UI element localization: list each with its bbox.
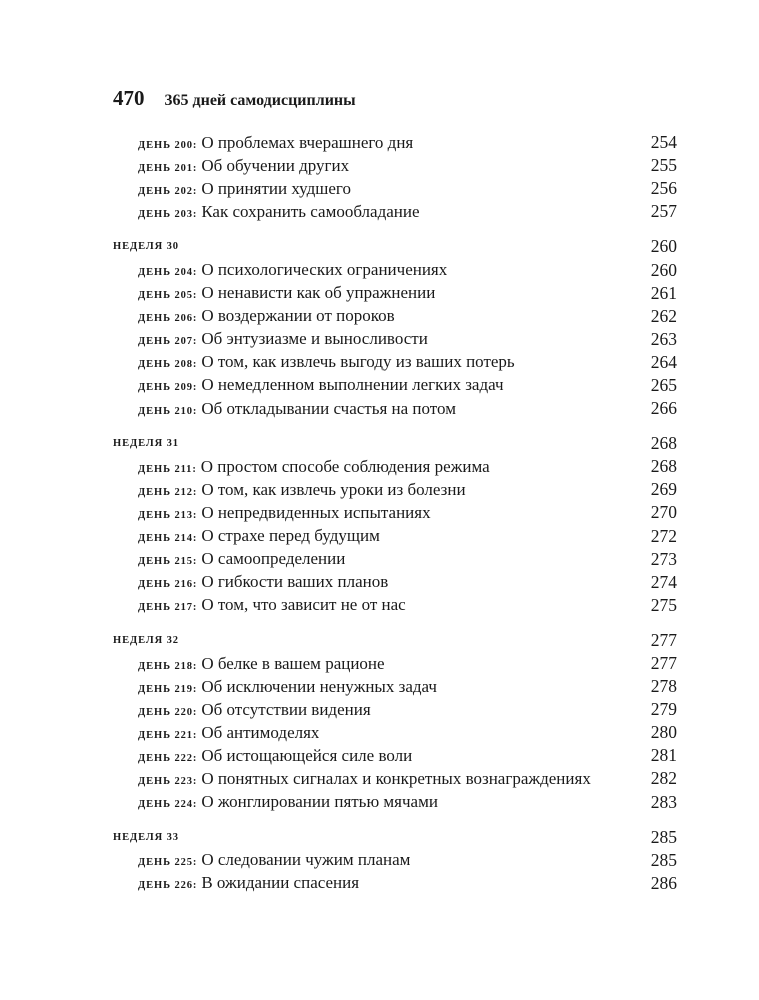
entry-title: О том, как извлечь уроки из болезни bbox=[201, 479, 466, 499]
day-label: ДЕНЬ 222: bbox=[138, 752, 198, 764]
entry-text bbox=[138, 329, 428, 349]
day-label: ДЕНЬ 217: bbox=[138, 602, 198, 614]
page-number: 470 bbox=[113, 86, 145, 110]
entry-text bbox=[138, 179, 351, 199]
toc-entry[interactable] bbox=[113, 351, 677, 374]
entry-page-number: 270 bbox=[650, 502, 677, 523]
toc-entry[interactable] bbox=[113, 282, 677, 305]
week-heading[interactable] bbox=[113, 826, 677, 849]
toc-entry[interactable] bbox=[113, 571, 677, 594]
entry-page-number: 277 bbox=[650, 653, 677, 674]
entry-page-number: 261 bbox=[650, 282, 677, 303]
entry-title: О принятии худшего bbox=[201, 178, 351, 198]
toc-group bbox=[113, 826, 677, 895]
entry-page-number: 268 bbox=[650, 456, 677, 477]
entry-text bbox=[138, 156, 349, 176]
toc-entry[interactable] bbox=[113, 791, 677, 814]
entry-text bbox=[138, 306, 395, 326]
toc-group bbox=[113, 131, 677, 223]
toc-group bbox=[113, 432, 677, 617]
entry-text bbox=[138, 352, 515, 372]
entry-title: О следовании чужим планам bbox=[201, 850, 411, 870]
day-label: ДЕНЬ 210: bbox=[138, 405, 198, 417]
day-label: ДЕНЬ 226: bbox=[138, 880, 198, 892]
entry-text bbox=[138, 769, 591, 789]
entry-text bbox=[138, 260, 447, 280]
entry-title: О понятных сигналах и конкретных вознаграждениях bbox=[201, 768, 591, 788]
entry-text bbox=[138, 572, 388, 592]
running-header bbox=[113, 86, 683, 116]
entry-page-number: 274 bbox=[650, 571, 677, 592]
day-label: ДЕНЬ 204: bbox=[138, 267, 198, 279]
entry-page-number: 285 bbox=[650, 849, 677, 870]
entry-title: О гибкости ваших планов bbox=[201, 572, 389, 592]
entry-page-number: 283 bbox=[650, 791, 677, 812]
toc-group bbox=[113, 235, 677, 420]
toc-entry[interactable] bbox=[113, 374, 677, 397]
day-label: ДЕНЬ 200: bbox=[138, 139, 198, 151]
day-label: ДЕНЬ 215: bbox=[138, 556, 198, 568]
day-label: ДЕНЬ 209: bbox=[138, 382, 198, 394]
toc-entry[interactable] bbox=[113, 501, 677, 524]
entry-page-number: 256 bbox=[650, 178, 677, 199]
toc-entry[interactable] bbox=[113, 698, 677, 721]
entry-title: Об откладывании счастья на потом bbox=[201, 398, 456, 418]
entry-text bbox=[138, 480, 466, 500]
toc-entry[interactable] bbox=[113, 328, 677, 351]
entry-page-number: 265 bbox=[650, 374, 677, 395]
entry-text bbox=[138, 375, 504, 395]
entry-title: О ненависти как об упражнении bbox=[201, 283, 436, 303]
book-title: 365 дней самодисциплины bbox=[164, 92, 356, 109]
entry-page-number: 264 bbox=[650, 351, 677, 372]
entry-text bbox=[138, 677, 437, 697]
entry-page-number: 280 bbox=[650, 722, 677, 743]
entry-page-number: 266 bbox=[650, 398, 677, 419]
entry-page-number: 275 bbox=[650, 594, 677, 615]
entry-title: О белке в вашем рационе bbox=[201, 653, 385, 673]
entry-title: О психологических ограничениях bbox=[201, 260, 448, 280]
entry-text bbox=[138, 503, 431, 523]
entry-title: Об антимоделях bbox=[201, 722, 320, 742]
entry-text bbox=[138, 526, 380, 546]
week-label: НЕДЕЛЯ 31 bbox=[113, 438, 179, 450]
entry-text bbox=[138, 723, 319, 743]
entry-page-number: 255 bbox=[650, 155, 677, 176]
day-label: ДЕНЬ 225: bbox=[138, 857, 198, 869]
entry-title: О простом способе соблюдения режима bbox=[200, 456, 490, 476]
week-label: НЕДЕЛЯ 32 bbox=[113, 634, 179, 646]
entry-page-number: 273 bbox=[650, 548, 677, 569]
day-label: ДЕНЬ 224: bbox=[138, 799, 198, 811]
entry-text bbox=[138, 850, 410, 870]
toc-entry[interactable] bbox=[113, 154, 677, 177]
day-label: ДЕНЬ 211: bbox=[138, 463, 197, 475]
week-heading[interactable] bbox=[113, 432, 677, 455]
day-label: ДЕНЬ 202: bbox=[138, 185, 198, 197]
entry-page-number: 260 bbox=[650, 259, 677, 280]
entry-text bbox=[138, 202, 420, 222]
entry-title: Об истощающейся силе воли bbox=[201, 745, 413, 765]
day-label: ДЕНЬ 203: bbox=[138, 208, 198, 220]
entry-page-number: 279 bbox=[650, 699, 677, 720]
entry-title: О проблемах вчерашнего дня bbox=[201, 132, 414, 152]
toc-entry[interactable] bbox=[113, 455, 677, 478]
entry-page-number: 278 bbox=[650, 676, 677, 697]
toc-entry[interactable] bbox=[113, 478, 677, 501]
week-label: НЕДЕЛЯ 33 bbox=[113, 831, 179, 843]
entry-title: О немедленном выполнении легких задач bbox=[201, 375, 504, 395]
day-label: ДЕНЬ 205: bbox=[138, 290, 198, 302]
entry-title: О том, что зависит не от нас bbox=[201, 595, 406, 615]
toc-entry[interactable] bbox=[113, 721, 677, 744]
entry-page-number: 254 bbox=[650, 132, 677, 153]
entry-page-number: 272 bbox=[650, 525, 677, 546]
entry-text bbox=[138, 654, 385, 674]
toc-entry[interactable] bbox=[113, 200, 677, 223]
entry-text bbox=[138, 595, 406, 615]
entry-title: О самоопределении bbox=[201, 549, 346, 569]
entry-title: Об энтузиазме и выносливости bbox=[201, 329, 428, 349]
toc-entry[interactable] bbox=[113, 675, 677, 698]
toc-entry[interactable] bbox=[113, 594, 677, 617]
day-label: ДЕНЬ 201: bbox=[138, 162, 198, 174]
day-label: ДЕНЬ 207: bbox=[138, 336, 198, 348]
entry-page-number: 282 bbox=[650, 768, 677, 789]
entry-title: Об обучении других bbox=[201, 155, 350, 175]
entry-title: О воздержании от пороков bbox=[201, 306, 395, 326]
entry-page-number: 257 bbox=[650, 201, 677, 222]
week-page-number: 260 bbox=[650, 236, 677, 257]
entry-text bbox=[138, 873, 359, 893]
day-label: ДЕНЬ 214: bbox=[138, 533, 198, 545]
entry-page-number: 286 bbox=[650, 872, 677, 893]
week-label: НЕДЕЛЯ 30 bbox=[113, 241, 179, 253]
entry-page-number: 263 bbox=[650, 328, 677, 349]
day-label: ДЕНЬ 223: bbox=[138, 775, 198, 787]
entry-page-number: 281 bbox=[650, 745, 677, 766]
toc-entry[interactable] bbox=[113, 872, 677, 895]
day-label: ДЕНЬ 219: bbox=[138, 683, 198, 695]
day-label: ДЕНЬ 218: bbox=[138, 660, 198, 672]
entry-text bbox=[138, 746, 412, 766]
toc-entry[interactable] bbox=[113, 652, 677, 675]
toc-entry[interactable] bbox=[113, 131, 677, 154]
week-page-number: 285 bbox=[650, 826, 677, 847]
entry-title: О том, как извлечь выгоду из ваших потерь bbox=[201, 352, 515, 372]
entry-title: Как сохранить самообладание bbox=[201, 201, 420, 221]
toc-entry[interactable] bbox=[113, 305, 677, 328]
toc-entry[interactable] bbox=[113, 767, 677, 790]
toc-entry[interactable] bbox=[113, 849, 677, 872]
entry-title: О непредвиденных испытаниях bbox=[201, 502, 431, 522]
week-heading[interactable] bbox=[113, 629, 677, 652]
toc-entry[interactable] bbox=[113, 525, 677, 548]
toc-entry[interactable] bbox=[113, 744, 677, 767]
entry-page-number: 269 bbox=[650, 479, 677, 500]
entry-title: О жонглировании пятью мячами bbox=[201, 792, 438, 812]
entry-page-number: 262 bbox=[650, 305, 677, 326]
entry-text bbox=[138, 549, 345, 569]
day-label: ДЕНЬ 206: bbox=[138, 313, 198, 325]
entry-title: Об отсутствии видения bbox=[201, 699, 371, 719]
day-label: ДЕНЬ 208: bbox=[138, 359, 198, 371]
day-label: ДЕНЬ 220: bbox=[138, 706, 198, 718]
toc-entry[interactable] bbox=[113, 548, 677, 571]
entry-text bbox=[138, 133, 413, 153]
entry-text bbox=[138, 399, 456, 419]
entry-text bbox=[138, 457, 490, 477]
entry-title: О страхе перед будущим bbox=[201, 526, 380, 546]
day-label: ДЕНЬ 221: bbox=[138, 729, 198, 741]
week-heading[interactable] bbox=[113, 235, 677, 258]
toc-entry[interactable] bbox=[113, 258, 677, 281]
day-label: ДЕНЬ 212: bbox=[138, 486, 198, 498]
day-label: ДЕНЬ 216: bbox=[138, 579, 198, 591]
toc-entry[interactable] bbox=[113, 397, 677, 420]
toc-group bbox=[113, 629, 677, 814]
toc-entry[interactable] bbox=[113, 177, 677, 200]
week-page-number: 277 bbox=[650, 629, 677, 650]
day-label: ДЕНЬ 213: bbox=[138, 509, 198, 521]
entry-text bbox=[138, 792, 438, 812]
table-of-contents bbox=[113, 131, 677, 895]
week-page-number: 268 bbox=[650, 433, 677, 454]
entry-title: Об исключении ненужных задач bbox=[201, 676, 437, 696]
entry-title: В ожидании спасения bbox=[201, 873, 360, 893]
entry-text bbox=[138, 283, 435, 303]
entry-text bbox=[138, 700, 371, 720]
